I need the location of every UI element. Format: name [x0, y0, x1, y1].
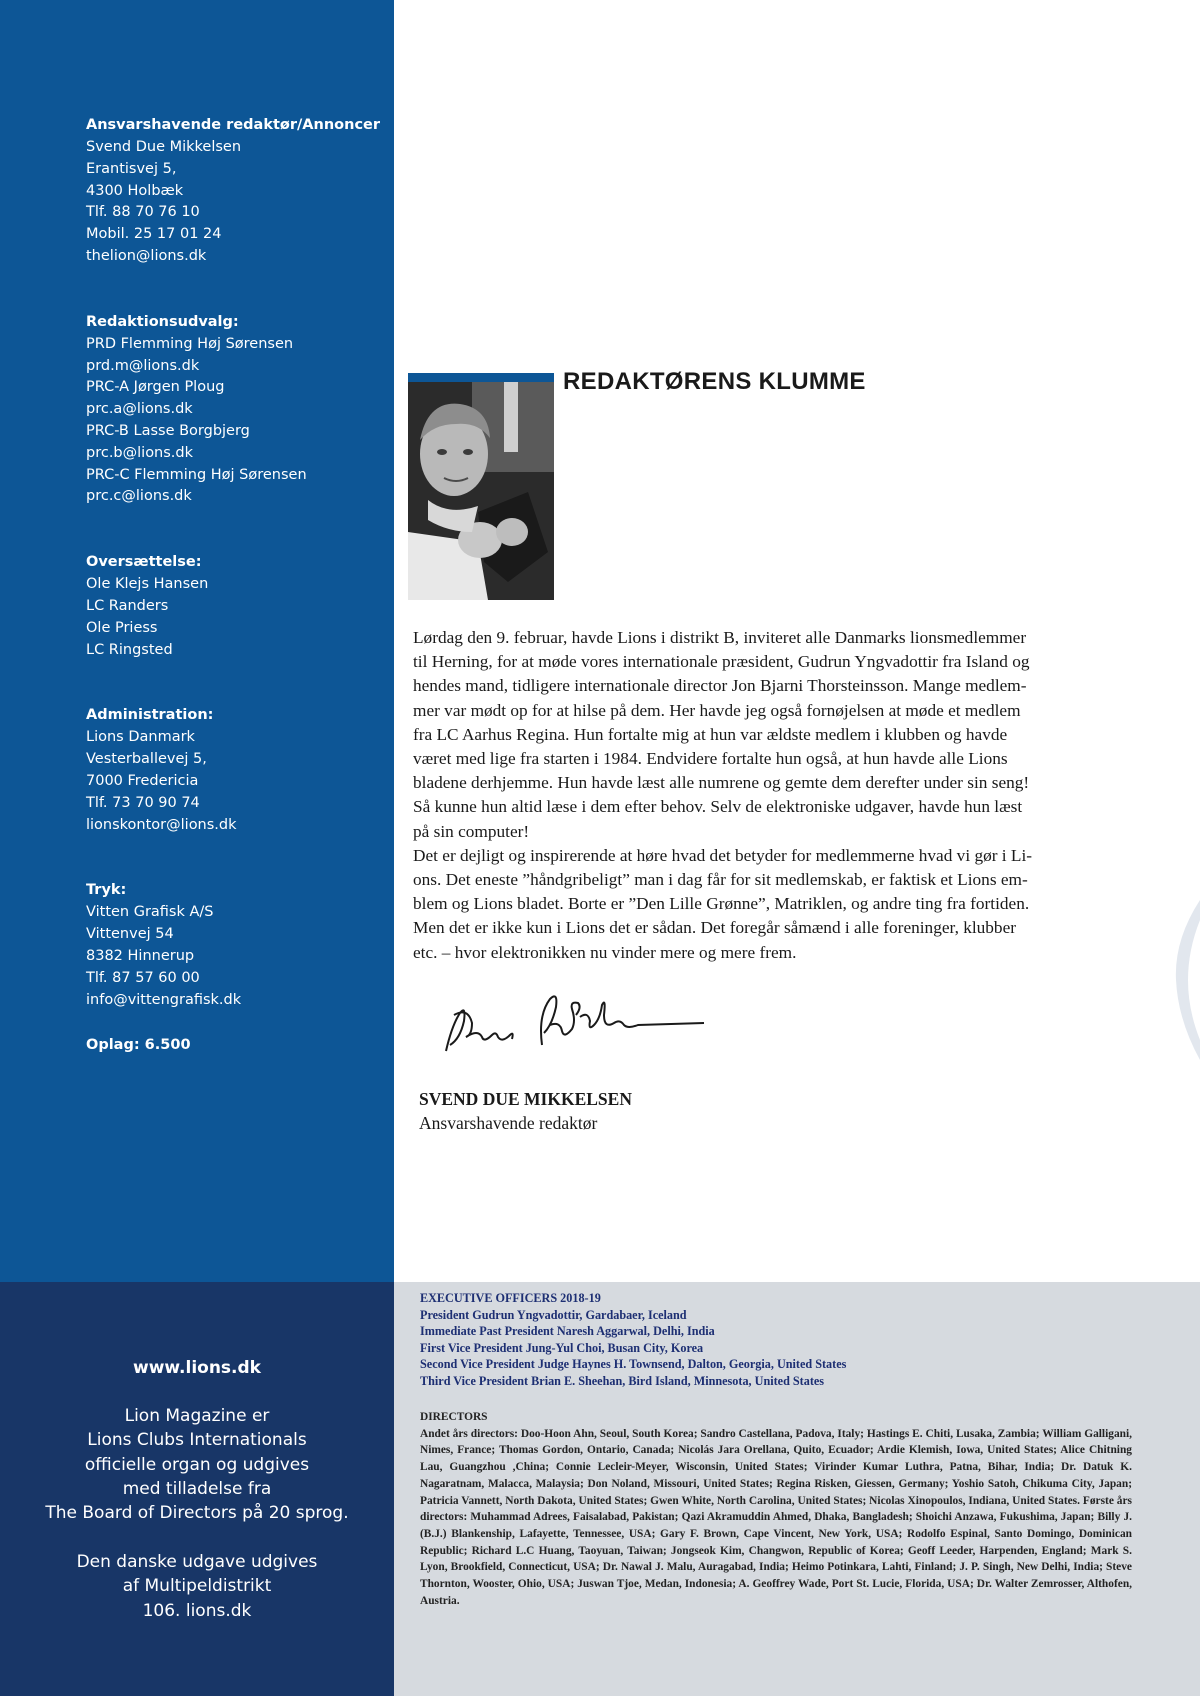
- administration-line: 7000 Fredericia: [86, 772, 199, 789]
- article-line: Lørdag den 9. februar, havde Lions i distrikt B, inviteret alle Danmarks lionsmedlemmer: [413, 628, 1027, 647]
- magazine-statement: [0, 1404, 394, 1525]
- committee-email[interactable]: prd.m@lions.dk: [86, 357, 200, 374]
- editorial-committee-title: Redaktionsudvalg:: [86, 313, 239, 330]
- article-paragraph-1: [413, 626, 1136, 844]
- committee-line: PRC-A Jørgen Ploug: [86, 379, 225, 396]
- officer-line: President Gudrun Yngvadottir, Gardabaer, Iceland: [420, 1307, 687, 1322]
- administration-line: Tlf. 73 70 90 74: [86, 794, 200, 811]
- editor-portrait: [408, 382, 554, 600]
- edition-line: af Multipeldistrikt: [122, 1576, 272, 1597]
- directors-section: [420, 1409, 1132, 1609]
- article-body: [413, 626, 1136, 965]
- editor-email[interactable]: thelion@lions.dk: [86, 247, 207, 264]
- article-line: Så kunne hun altid læse i dem efter behov. Selv de elektroniske udgaver, havde hun læst: [413, 797, 1023, 817]
- administration-block: [86, 704, 386, 836]
- article-paragraph-2: [413, 844, 1136, 965]
- print-email[interactable]: info@vittengrafisk.dk: [86, 991, 242, 1008]
- portrait-illustration: [408, 382, 554, 600]
- translation-line: LC Randers: [86, 597, 169, 614]
- decorative-swoosh: [1166, 900, 1200, 1060]
- edition-statement: [0, 1550, 394, 1623]
- magazine-line: officielle organ og udgives: [84, 1454, 310, 1475]
- directors-title: DIRECTORS: [420, 1411, 488, 1423]
- translation-line: Ole Priess: [86, 619, 158, 636]
- administration-email[interactable]: lionskontor@lions.dk: [86, 816, 237, 833]
- directors-text: Andet års directors: Doo-Hoon Ahn, Seoul, South Korea; Sandro Castellana, Padova, Italy; Hastings E. Chiti, Lusaka, Zambia; William Galligani, Nimes, France; Thomas Gordon, Ontario, Canada; Nicolás Jara Orellana, Quito, Ecuador; Ardie Klemish, Iowa, United States; Alice Chitning Lau, Guangzhou ,China; Connie Lecleir-Meyer, Wisconsin, United States; Virinder Kumar Luthra, Patna, Bihar, India; Dr. Datuk K. Nagaratnam, Malacca, Malaysia; Don Noland, Missouri, United States; Regina Risken, Giessen, Germany; Yoshio Satoh, Chikuma City, Japan; Patricia Vannett, North Dakota, United States; Gwen White, North Carolina, United States; Nicolas Xinopoulos, Indiana, United States. Første års directors: Muhammad Adrees, Faisalabad, Pakistan; Qazi Akramuddin Ahmed, Dhaka, Bangladesh; Shoichi Anzawa, Fukushima, Japan; Billy J. (B.J.) Blankenship, Lafayette, Tennessee, USA; Gary F. Brown, Cape Vincent, New York, USA; Rodolfo Espinal, Santo Domingo, Dominican Republic; Richard L.C Huang, Taoyuan, Taiwan; Jongseok Kim, Changwon, Republic of Korea; Geoff Leeder, Harpenden, England; Mark S. Lyon, Brookfield, Connecticut, USA; Dr. Nawal J. Malu, Auragabad, India; Heimo Potinkara, Lahti, Finland; J. P. Singh, New Delhi, India; Steve Thornton, Wooster, Ohio, USA; Juswan Tjoe, Medan, Indonesia; A. Geoffrey Wade, Port St. Lucie, Florida, USA; Dr. Walter Zemrosser, Althofen, Austria.: [420, 1427, 1132, 1607]
- officer-line: First Vice President Jung-Yul Choi, Busan City, Korea: [420, 1340, 704, 1355]
- executive-officers: [420, 1290, 1160, 1390]
- print-line: Vittenvej 54: [86, 926, 174, 943]
- article-line: etc. – hvor elektronikken nu vinder mere og mere frem.: [413, 942, 797, 962]
- article-line: været med lige fra starten i 1984. Endvidere fortalte hun også, at hun havde alle Lions: [413, 749, 1008, 769]
- officer-line: Immediate Past President Naresh Aggarwal, Delhi, India: [420, 1324, 715, 1339]
- editor-line: 4300 Holbæk: [86, 182, 184, 199]
- website-link[interactable]: www.lions.dk: [133, 1358, 261, 1378]
- editor-line: Erantisvej 5,: [86, 160, 177, 177]
- signer-role: Ansvarshavende redaktør: [419, 1113, 598, 1133]
- editor-line: Mobil. 25 17 01 24: [86, 226, 222, 243]
- print-line: Tlf. 87 57 60 00: [86, 969, 200, 986]
- magazine-line: med tilladelse fra: [122, 1478, 272, 1499]
- committee-line: PRC-C Flemming Høj Sørensen: [86, 466, 307, 483]
- editorial-committee-block: [86, 311, 386, 508]
- article-headline: REDAKTØRENS KLUMME: [563, 368, 866, 395]
- officers-title: EXECUTIVE OFFICERS 2018-19: [420, 1291, 601, 1305]
- translation-line: Ole Klejs Hansen: [86, 576, 209, 593]
- article-line: fra LC Aarhus Regina. Hun fortalte mig at hun var ældste medlem i klubben og havde: [413, 724, 1008, 744]
- translation-line: LC Ringsted: [86, 641, 173, 658]
- translation-title: Oversættelse:: [86, 554, 202, 571]
- editor-block: [86, 114, 386, 268]
- footer-officers-panel: [394, 1282, 1200, 1696]
- article-line: ons. Det eneste ”håndgribeligt” man i dag får for sit medlemskab, er faktisk et Lions em-: [413, 870, 1028, 890]
- committee-line: PRC-B Lasse Borgbjerg: [86, 422, 250, 439]
- officer-line: Second Vice President Judge Haynes H. Townsend, Dalton, Georgia, United States: [420, 1357, 847, 1372]
- administration-title: Administration:: [86, 707, 214, 724]
- committee-email[interactable]: prc.c@lions.dk: [86, 488, 192, 505]
- circulation-block: [86, 1034, 386, 1056]
- edition-line: Den danske udgave udgives: [76, 1552, 318, 1572]
- article-line: Det er dejligt og inspirerende at høre hvad det betyder for medlemmerne hvad vi gør i Li-: [413, 845, 1033, 865]
- magazine-line: Lions Clubs Internationals: [87, 1430, 307, 1451]
- edition-line: 106. lions.dk: [142, 1600, 252, 1621]
- print-title: Tryk:: [86, 882, 127, 899]
- signature-block: [419, 1087, 632, 1135]
- article-line: mer var mødt op for at hilse på dem. Her havde jeg også fornøjelsen at møde et medlem: [413, 700, 1021, 720]
- translation-block: [86, 551, 386, 661]
- handwritten-signature: [438, 985, 708, 1065]
- article-line: blem og Lions bladet. Borte er ”Den Lille Grønne”, Matriklen, og andre ting fra fortiden.: [413, 894, 1030, 914]
- circulation-label: Oplag: 6.500: [86, 1037, 191, 1054]
- editor-line: Tlf. 88 70 76 10: [86, 204, 200, 221]
- committee-line: PRD Flemming Høj Sørensen: [86, 335, 294, 352]
- magazine-line: Lion Magazine er: [124, 1406, 270, 1426]
- committee-email[interactable]: prc.b@lions.dk: [86, 444, 194, 461]
- photo-accent-bar: [408, 373, 554, 382]
- footer-publisher-info: [0, 1282, 394, 1696]
- magazine-line: The Board of Directors på 20 sprog.: [45, 1503, 349, 1524]
- editor-line: Svend Due Mikkelsen: [86, 139, 242, 155]
- officer-line: Third Vice President Brian E. Sheehan, Bird Island, Minnesota, United States: [420, 1373, 825, 1388]
- administration-line: Vesterballevej 5,: [86, 751, 207, 768]
- article-line: på sin computer!: [413, 821, 530, 841]
- editor-title: Ansvarshavende redaktør/Annoncer: [86, 117, 381, 133]
- print-line: 8382 Hinnerup: [86, 947, 195, 964]
- signer-name: SVEND DUE MIKKELSEN: [419, 1089, 632, 1109]
- article-line: til Herning, for at møde vores internationale præsident, Gudrun Yngvadottir fra Island og: [413, 652, 1030, 672]
- article-line: Men det er ikke kun i Lions det er sådan. Det foregår såmænd i alle foreninger, klubber: [413, 918, 1016, 938]
- print-block: [86, 879, 386, 1011]
- article-line: bladene derhjemme. Hun havde læst alle numrene og gemte dem derefter under sin seng!: [413, 773, 1030, 793]
- committee-email[interactable]: prc.a@lions.dk: [86, 401, 193, 418]
- administration-line: Lions Danmark: [86, 729, 195, 746]
- masthead-sidebar: [0, 0, 394, 1282]
- article-line: hendes mand, tidligere internationale director Jon Bjarni Thorsteinsson. Mange medlem-: [413, 676, 1027, 696]
- print-line: Vitten Grafisk A/S: [86, 904, 214, 921]
